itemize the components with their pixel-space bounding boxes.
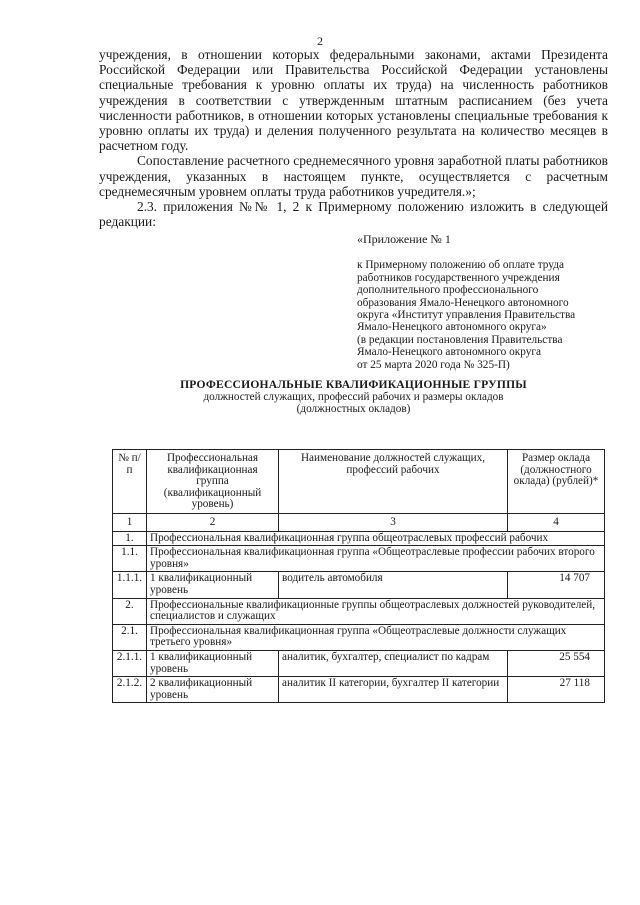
header-group: Профессиональная квалификационная группа (квалификационный уровень) — [147, 450, 279, 514]
column-number: 4 — [508, 513, 605, 531]
table-row — [113, 624, 605, 650]
column-number-row — [113, 513, 605, 531]
row-number: 2. — [113, 598, 147, 624]
appendix-header — [357, 233, 617, 371]
row-number: 2.1. — [113, 624, 147, 650]
qualification-table — [112, 449, 605, 703]
table-row — [113, 677, 605, 703]
appendix-line: образования Ямало-Ненецкого автономного — [357, 296, 569, 309]
column-number: 3 — [279, 513, 508, 531]
paragraph-2: Сопоставление расчетного среднемесячного уровня заработной платы работников учреждения, указанных в настоящем пункте, осуществляется с расчетным среднемесячным уровнем оплаты труда работников учредителя.»; — [99, 153, 608, 199]
position-names: аналитик, бухгалтер, специалист по кадрам — [279, 650, 508, 676]
page-number: 2 — [317, 34, 323, 48]
appendix-line: (в редакции постановления Правительства — [357, 333, 563, 346]
appendix-line: работников государственного учреждения — [357, 271, 560, 284]
salary-value: 14 707 — [508, 572, 605, 598]
header-positions: Наименование должностей служащих, профессий рабочих — [279, 450, 508, 514]
column-number: 2 — [147, 513, 279, 531]
row-number: 2.1.1. — [113, 650, 147, 676]
table-heading — [99, 378, 608, 415]
heading-subtitle-2: (должностных окладов) — [296, 403, 411, 415]
table-row — [113, 650, 605, 676]
row-number: 1.1.1. — [113, 572, 147, 598]
column-number: 1 — [113, 513, 147, 531]
header-number: № п/п — [113, 450, 147, 514]
table-row — [113, 572, 605, 598]
appendix-line: округа «Институт управления Правительства — [357, 309, 576, 322]
qualification-level: 2 квалификационный уровень — [147, 677, 279, 703]
header-salary: Размер оклада (должностного оклада) (рублей)* — [508, 450, 605, 514]
heading-title: ПРОФЕССИОНАЛЬНЫЕ КВАЛИФИКАЦИОННЫЕ ГРУППЫ — [180, 378, 527, 391]
appendix-line: дополнительного профессионального — [357, 284, 539, 297]
row-number: 1. — [113, 531, 147, 546]
salary-value: 27 118 — [508, 677, 605, 703]
position-names: аналитик II категории, бухгалтер II категории — [279, 677, 508, 703]
row-number: 2.1.2. — [113, 677, 147, 703]
paragraph-3: 2.3. приложения №№ 1, 2 к Примерному положению изложить в следующей редакции: — [99, 199, 608, 230]
group-name: Профессиональные квалификационные группы общеотраслевых должностей руководителей, специалистов и служащих — [147, 598, 605, 624]
row-number: 1.1. — [113, 546, 147, 572]
appendix-line: от 25 марта 2020 года № 325-П) — [357, 358, 510, 371]
position-names: водитель автомобиля — [279, 572, 508, 598]
body-text — [99, 47, 608, 229]
table-row — [113, 546, 605, 572]
appendix-line: Ямало-Ненецкого автономного округа — [357, 346, 542, 359]
qualification-level: 1 квалификационный уровень — [147, 650, 279, 676]
salary-value: 25 554 — [508, 650, 605, 676]
group-name: Профессиональная квалификационная группа «Общеотраслевые профессии рабочих второго уровня» — [147, 546, 605, 572]
appendix-line: Ямало-Ненецкого автономного округа» — [357, 321, 547, 334]
group-name: Профессиональная квалификационная группа «Общеотраслевые должности служащих третьего уровня» — [147, 624, 605, 650]
heading-subtitle-1: должностей служащих, профессий рабочих и размеры окладов — [203, 391, 504, 403]
paragraph-1: учреждения, в отношении которых федеральными законами, актами Президента Российской Федерации или Правительства Российской Федерации установлены специальные требования к уровню оплаты их труда) на численность работников учреждения в соответствии с утвержденным штатным расписанием (без учета численности работников, в отношении которых установлены специальные требования к уровню оплаты их труда) и деления полученного результата на количество месяцев в расчетном году. — [99, 47, 608, 154]
table-row — [113, 598, 605, 624]
appendix-title: «Приложение № 1 — [357, 232, 451, 246]
table-row — [113, 531, 605, 546]
table-header-row — [113, 450, 605, 514]
appendix-line: к Примерному положению об оплате труда — [357, 259, 564, 272]
group-name: Профессиональная квалификационная группа общеотраслевых профессий рабочих — [147, 531, 605, 546]
qualification-level: 1 квалификационный уровень — [147, 572, 279, 598]
